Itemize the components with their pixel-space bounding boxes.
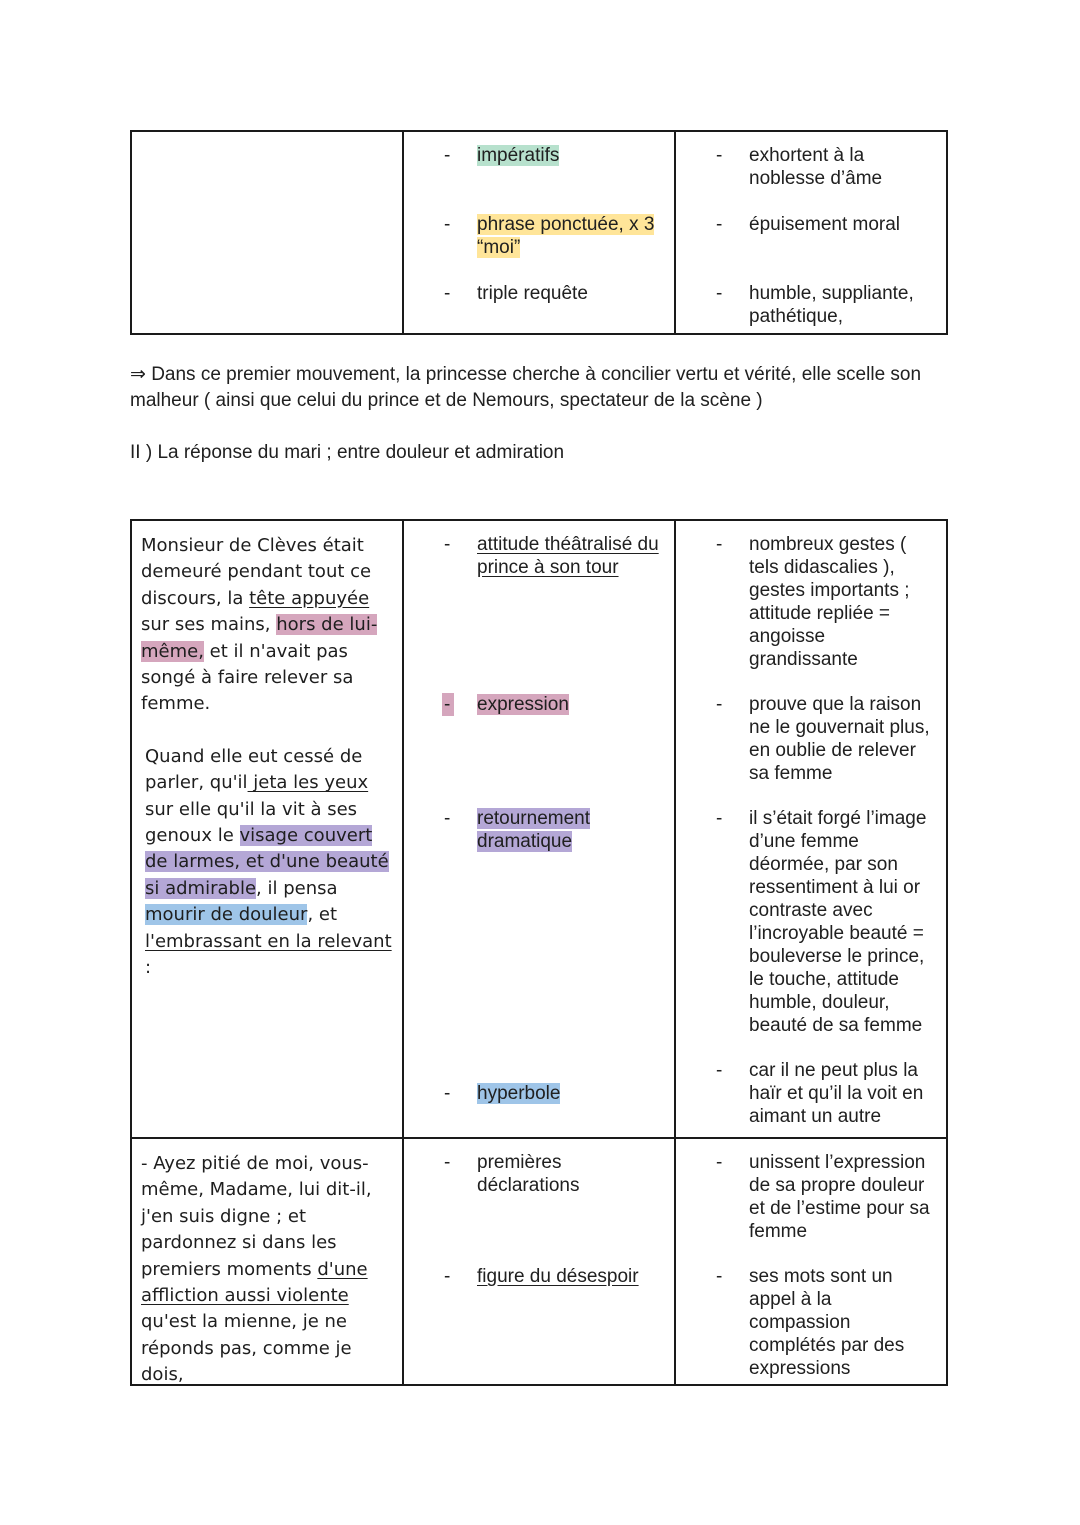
text-run: sur elle qu'il la vit à ses genoux le [145,798,358,847]
interpretation-text: exhortent à la noblesse d’âme [749,145,883,189]
text-run: , et [307,904,338,926]
bullet-dash: - [444,214,451,235]
technique-label: premières déclarations [477,1152,580,1196]
conclusion-paragraph: ⇒ Dans ce premier mouvement, la princesse cherche à concilier vertu et vérité, elle scelle son malheur ( ainsi que celui du prince et de Nemours, spectateur de la scène ) [130,364,922,411]
technique-label: retournement dramatique [477,808,591,852]
analysis-table-1 [130,130,948,335]
source-text-cell [132,1139,404,1384]
analysis-table-2 [130,519,948,1386]
bullet-dash: - [716,214,723,235]
underlined-text: d'une affliction aussi violente [141,1258,368,1307]
interpretation-text: ses mots sont un appel à la compassion complétés par des expressions [749,1266,905,1379]
interpretation-text: car il ne peut plus la haïr et qu’il la voit en aimant un autre [749,1060,924,1127]
bullet-dash: - [444,283,451,304]
bullet-dash: - [716,534,723,555]
source-text [141,1151,396,1389]
text-run: - Ayez pitié de moi, vous-même, Madame, lui dit-il, j'en suis digne ; et pardonnez si dans les premiers moments [141,1153,372,1280]
technique-label: attitude théâtralisé du prince à son tour [477,534,659,578]
text-run: , il pensa [256,877,338,899]
technique-label: impératifs [477,145,560,166]
table-row [132,132,946,333]
bullet-dash: - [444,145,451,166]
interpretation-cell [676,132,946,333]
technique-cell [404,521,676,1137]
bullet-dash: - [444,1266,451,1287]
interpretation-text: unissent l’expression de sa propre douleur et de l’estime pour sa femme [749,1152,930,1242]
technique-label: hyperbole [477,1083,561,1104]
table-row [132,1137,946,1384]
interpretation-text: nombreux gestes ( tels didascalies ), gestes importants ; attitude repliée = angoisse grandissante [749,534,910,670]
interpretation-text: humble, suppliante, pathétique, [749,283,914,327]
source-paragraph [141,1151,396,1389]
bullet-dash: - [444,1152,451,1173]
interpretation-text: il s’était forgé l’image d’une femme déormée, par son ressentiment à lui or contraste avec l’incroyable beauté = bouleverse le prince, le touche, attitude humble, douleur, beauté de sa femme [749,808,927,1036]
interpretation-text: épuisement moral [749,214,901,235]
text-run: Quand elle eut cessé de parler, qu'il [145,745,363,794]
section-heading: II ) La réponse du mari ; entre douleur et admiration [130,442,565,463]
bullet-dash: - [444,808,451,829]
source-text-cell [132,521,404,1137]
interpretation-cell [676,1139,946,1384]
bullet-dash: - [716,1060,723,1081]
source-paragraph [141,744,396,982]
text-run: Monsieur de Clèves était demeuré pendant tout ce discours, la [141,535,372,609]
bullet-dash: - [716,694,723,715]
technique-label: figure du désespoir [477,1266,639,1287]
bullet-dash: - [444,1083,451,1104]
bullet-dash: - [716,1266,723,1287]
highlighted-text: mourir de douleur [145,904,308,926]
text-run: et il n'avait pas songé à faire relever sa femme. [141,640,354,715]
highlighted-text: visage couvert de larmes, et d'une beauté si admirable [145,825,389,899]
source-text [141,533,396,982]
text-run: sur ses mains, [141,614,277,636]
bullet-dash: - [444,534,451,555]
bullet-dash: - [442,693,454,716]
interpretation-text: prouve que la raison ne le gouvernait plus, en oublie de relever sa femme [749,694,930,784]
text-run: qu'est la mienne, je ne réponds pas, comme je dois, [141,1311,352,1386]
source-text-cell [132,132,404,333]
technique-cell [404,1139,676,1384]
underlined-text: l'embrassant en la relevant [145,930,392,952]
underlined-text: jeta les yeux [247,772,369,794]
highlighted-text: hors de lui-même, [141,614,378,662]
technique-label: expression [477,694,569,715]
bullet-dash: - [716,145,723,166]
text-run: : [145,957,152,979]
interpretation-cell [676,521,946,1137]
table-row [132,521,946,1137]
technique-label: phrase ponctuée, x 3 “moi” [477,214,655,258]
bullet-dash: - [716,283,723,304]
underlined-text: tête appuyée [249,587,370,609]
bullet-dash: - [716,808,723,829]
bullet-dash: - [716,1152,723,1173]
source-paragraph [141,533,396,718]
technique-label: triple requête [477,283,588,304]
technique-cell [404,132,676,333]
